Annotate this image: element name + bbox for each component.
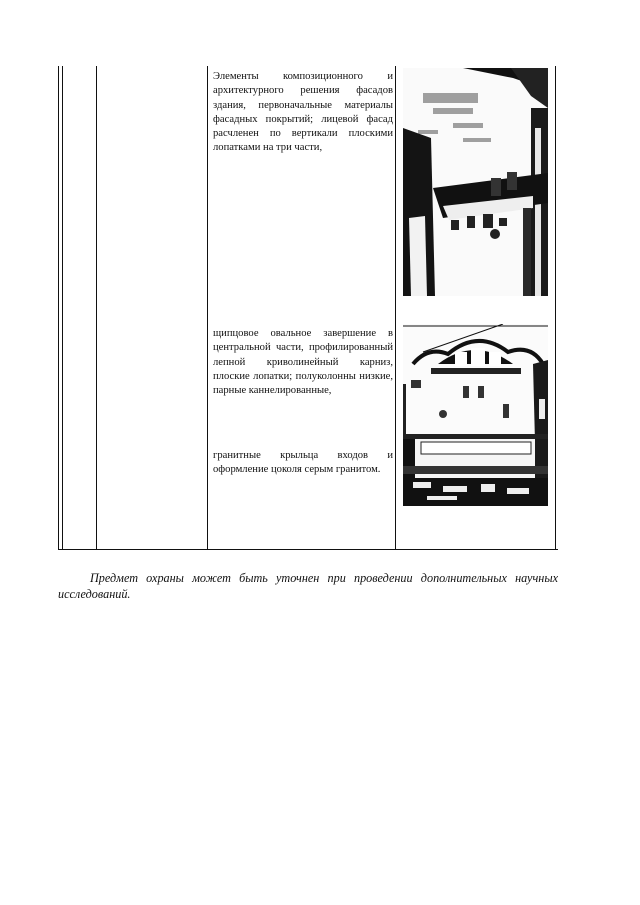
table-border-left: [58, 66, 59, 549]
table-border-bottom: [58, 549, 558, 550]
table-column-divider-2: [207, 66, 208, 549]
table-column-divider-1: [96, 66, 97, 549]
facade-photo-2: [403, 324, 548, 442]
table-border-right: [555, 66, 556, 549]
table-column-divider-3: [395, 66, 396, 549]
protection-table: [58, 66, 558, 551]
table-cell-text-3: гранитные крыльца входов и оформление цоколя серым гранитом.: [213, 450, 393, 476]
table-cell-text-2: щипцовое овальное завершение в центральной части, профилированный лепной криволинейный карниз, плоские лопатки; полуколонны низкие, парные каннелированные,: [213, 328, 393, 397]
facade-photo-1: [403, 68, 548, 296]
table-border-left-inner: [62, 66, 63, 549]
table-cell-text-1: Элементы композиционного и архитектурного решения фасадов здания, первоначальные материалы фасадных покрытий; лицевой фасад расчленен по вертикали плоскими лопатками на три части,: [213, 71, 393, 154]
facade-photo-3: [403, 434, 548, 506]
protection-subject-note: Предмет охраны может быть уточнен при проведении дополнительных научных исследований.: [58, 571, 558, 601]
